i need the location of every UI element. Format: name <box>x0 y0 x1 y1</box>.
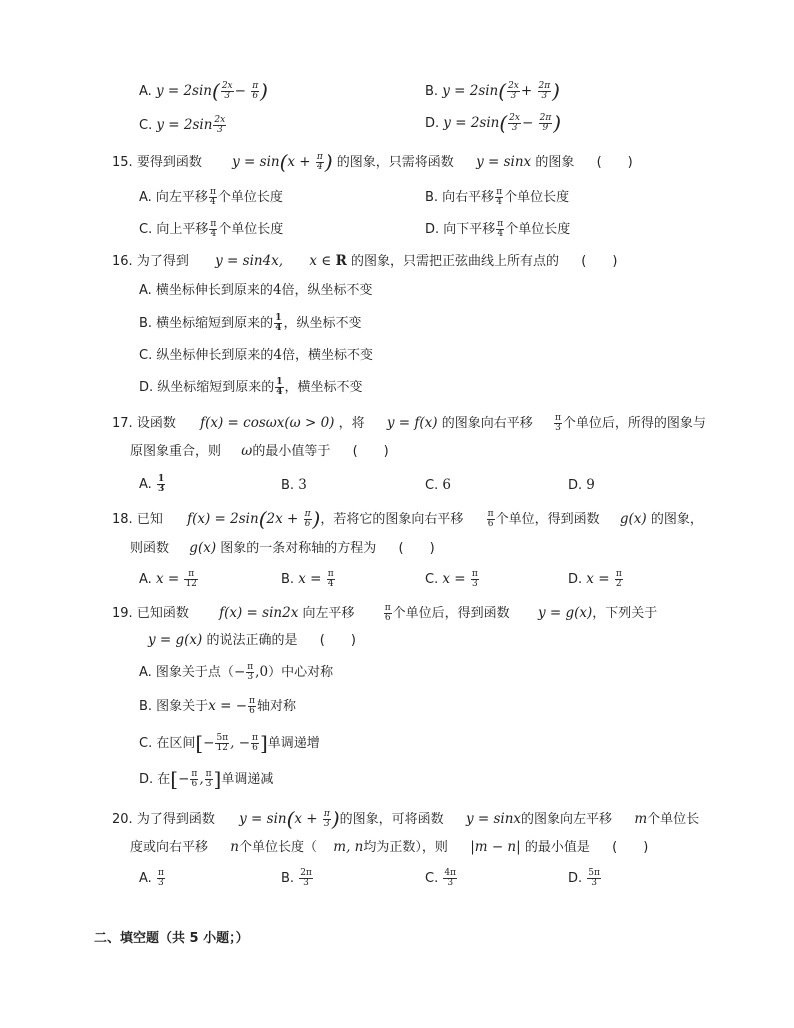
option-value: 3 <box>298 477 307 493</box>
option-text: ，纵坐标不变 <box>283 316 362 331</box>
stem-text: 度或向右平移 <box>130 840 209 855</box>
option-label: C. <box>425 871 439 886</box>
option-text: 个单位长度 <box>505 222 571 237</box>
option-label: A. <box>139 871 152 886</box>
q20-target-func: y = sin(x + $\frac{\pi}{3}$ ) <box>239 807 340 831</box>
q17-func: f(x) = cosωx(ω > 0) <box>200 415 335 431</box>
q15-option-a: A. 向左平移 $\frac{\pi}{4}$ 个单位长度 <box>139 187 283 207</box>
q19-g: y = g(x) <box>537 605 593 621</box>
q20-mn: m, n <box>333 839 364 855</box>
q18-g: g(x) <box>619 511 647 527</box>
q17-stem-line1: 17. 设函数 f(x) = cosωx(ω > 0) ，将 y = f(x) 的图象向右平移 $\frac{\pi}{3}$ 个单位后，所得的图象与 <box>112 413 706 433</box>
q14-option-d <box>425 111 562 135</box>
q14-option-c <box>139 116 227 135</box>
answer-blank: ( ) <box>581 254 618 269</box>
option-label: B. <box>281 478 295 493</box>
q15-stem <box>112 150 633 174</box>
stem-text: 的最小值是 <box>524 840 590 855</box>
q19-option-b: B. 图象关于x = − $\frac{\pi}{6}$ 轴对称 <box>139 696 296 716</box>
q14-option-b <box>425 79 560 103</box>
q14-b-expr: y = 2sin( $\frac{2x}{3}$ + $\frac{2\pi}{3}$ ) <box>442 79 560 103</box>
option-label: C. <box>139 118 153 133</box>
q16-option-b: B. 横坐标缩短到原来的 $\frac{1}{4}$ ，纵坐标不变 <box>139 313 362 333</box>
option-label: A. <box>139 84 152 99</box>
stem-text: ，下列关于 <box>592 606 658 621</box>
option-text: 单调递减 <box>221 772 274 787</box>
stem-text: 的图象，只需将函数 <box>336 155 454 170</box>
option-text: C. 纵坐标伸长到原来的 <box>139 348 274 363</box>
q19-stem-line2 <box>148 631 356 650</box>
option-text: 个单位长度 <box>217 190 283 205</box>
question-number: 16. <box>112 254 133 269</box>
q16-domain: x ∈ R <box>309 253 347 269</box>
option-text: 个单位长度 <box>504 190 570 205</box>
option-text: B. 向右平移 <box>425 190 495 205</box>
question-number: 19. <box>112 606 133 621</box>
q19-func: f(x) = sin2x <box>219 605 299 621</box>
question-number: 18. <box>112 512 133 527</box>
q16-func: y = sin4x, <box>215 253 284 269</box>
q14-c-expr: y = 2sin $\frac{2x}{3}$ <box>156 115 226 135</box>
q18-option-d: D. x = $\frac{\pi}{2}$ <box>568 569 622 589</box>
q15-target-func: y = sin(x + $\frac{\pi}{4}$ ) <box>232 150 333 174</box>
answer-blank: ( ) <box>319 633 356 648</box>
q18-stem-line1: 18. 已知 f(x) = 2sin(2x + $\frac{\pi}{6}$ )，若将它的图象向右平移 $\frac{\pi}{6}$ 个单位，得到函数 g(x) 的图象， <box>112 507 703 531</box>
option-text: 单调递增 <box>267 736 320 751</box>
stem-text: 向左平移 <box>302 606 355 621</box>
q20-stem-line2 <box>130 838 648 857</box>
stem-text: 均为正数），则 <box>363 840 448 855</box>
stem-text: 为了得到函数 <box>136 812 215 827</box>
option-text: C. 在区间 <box>139 736 196 751</box>
option-label: C. <box>425 572 439 587</box>
option-text: A. 图象关于点（ <box>139 665 234 680</box>
q20-source-func: y = sinx <box>465 811 522 827</box>
math-number: 4 <box>272 282 282 298</box>
q20-option-b: B. $\frac{2\pi}{3}$ <box>281 868 312 888</box>
option-text: B. 图象关于 <box>139 699 209 714</box>
option-text: ）中心对称 <box>268 665 334 680</box>
q19-g-ref: y = g(x) <box>148 632 203 648</box>
q14-d-expr: y = 2sin( $\frac{2x}{3}$ − $\frac{2\pi}{9}$ ) <box>443 111 562 135</box>
answer-blank: ( ) <box>398 541 435 556</box>
option-text: 倍，纵坐标不变 <box>281 283 373 298</box>
option-text: 倍，横坐标不变 <box>281 348 373 363</box>
q16-option-d: D. 纵坐标缩短到原来的 $\frac{1}{4}$ ，横坐标不变 <box>139 377 363 397</box>
stem-text: 的图象向左平移 <box>521 812 613 827</box>
stem-text: 的说法正确的是 <box>206 633 298 648</box>
option-label: D. <box>425 116 440 131</box>
option-text: D. 纵坐标缩短到原来的 <box>139 380 275 395</box>
option-text: 轴对称 <box>256 699 296 714</box>
option-text: D. 向下平移 <box>425 222 496 237</box>
stem-text: 的图象，只需把正弦曲线上所有点的 <box>350 254 559 269</box>
option-label: D. <box>568 871 583 886</box>
stem-text: 个单位，得到函数 <box>495 512 600 527</box>
option-value: 6 <box>442 477 451 493</box>
q20-option-d: D. $\frac{5\pi}{3}$ <box>568 868 600 888</box>
stem-text: 的图象，可将函数 <box>339 812 444 827</box>
q20-n: n <box>230 839 239 855</box>
q19-option-a: A. 图象关于点（− $\frac{\pi}{3}$ ,0）中心对称 <box>139 662 334 682</box>
q18-g-ref: g(x) <box>189 540 217 556</box>
option-text: D. 在 <box>139 772 171 787</box>
stem-text: 个单位后，得到函数 <box>392 606 510 621</box>
q17-stem-line2 <box>130 442 389 461</box>
stem-text: 图象的一条对称轴的方程为 <box>220 541 377 556</box>
option-label: B. <box>281 572 295 587</box>
stem-text: 个单位后，所得的图象与 <box>562 416 706 431</box>
stem-text: 个单位长 <box>647 812 700 827</box>
math-number: 4 <box>273 347 282 363</box>
option-label: C. <box>425 478 439 493</box>
q17-option-c <box>425 476 451 495</box>
stem-text: 要得到函数 <box>136 155 202 170</box>
stem-text: ，将 <box>338 416 365 431</box>
stem-text: 为了得到 <box>136 254 189 269</box>
stem-text: 个单位长度（ <box>239 840 318 855</box>
stem-text: 已知函数 <box>136 606 189 621</box>
stem-text: 的图象向右平移 <box>441 416 533 431</box>
q15-option-d: D. 向下平移 $\frac{\pi}{4}$ 个单位长度 <box>425 219 571 239</box>
option-text: 个单位长度 <box>218 222 284 237</box>
q18-stem-line2 <box>130 539 435 558</box>
stem-text: 则函数 <box>130 541 170 556</box>
option-text: B. 横坐标缩短到原来的 <box>139 316 274 331</box>
q17-option-d <box>568 476 595 495</box>
question-number: 20. <box>112 812 133 827</box>
stem-text: 的图象， <box>650 512 703 527</box>
q15-option-b: B. 向右平移 $\frac{\pi}{4}$ 个单位长度 <box>425 187 570 207</box>
stem-text: 的图象 <box>535 155 575 170</box>
q20-option-c: C. $\frac{4\pi}{3}$ <box>425 868 457 888</box>
q20-option-a: A. $\frac{\pi}{3}$ <box>139 868 164 888</box>
q16-stem <box>112 252 617 271</box>
q15-source-func: y = sinx <box>476 154 532 170</box>
q17-func-ref: y = f(x) <box>386 415 438 431</box>
q17-option-a: A. $\frac{1}{3}$ <box>139 474 165 494</box>
question-number: 15. <box>112 155 133 170</box>
section-heading: 二、填空题（共 5 小题；） <box>94 931 249 946</box>
stem-text: 原图象重合，则 <box>130 444 222 459</box>
option-label: A. <box>139 477 152 492</box>
option-text: A. 向左平移 <box>139 190 208 205</box>
stem-text: ，若将它的图象向右平移 <box>320 512 464 527</box>
option-label: B. <box>425 84 439 99</box>
stem-text: 设函数 <box>136 416 176 431</box>
option-label: B. <box>281 871 295 886</box>
option-text: C. 向上平移 <box>139 222 209 237</box>
q16-option-c <box>139 346 373 365</box>
q19-option-c: C. 在区间[− $\frac{5\pi}{12}$ , − $\frac{\pi}{6}$ ]单调递增 <box>139 731 320 755</box>
q14-option-a <box>139 79 268 103</box>
q14-a-expr: y = 2sin( $\frac{2x}{3}$ − $\frac{\pi}{6}$ ) <box>155 79 268 103</box>
q20-stem-line1 <box>112 807 700 831</box>
answer-blank: ( ) <box>596 155 633 170</box>
option-text: ，横坐标不变 <box>284 380 363 395</box>
option-value: 9 <box>586 477 595 493</box>
stem-text: 已知 <box>136 512 163 527</box>
q19-stem-line1: 19. 已知函数 f(x) = sin2x 向左平移 $\frac{\pi}{6}$ 个单位后，得到函数 y = g(x)，下列关于 <box>112 603 658 623</box>
q17-option-b <box>281 476 307 495</box>
q15-option-c: C. 向上平移 $\frac{\pi}{4}$ 个单位长度 <box>139 219 284 239</box>
q18-option-a: A. x = $\frac{\pi}{12}$ <box>139 569 197 589</box>
answer-blank: ( ) <box>352 444 389 459</box>
option-label: D. <box>568 572 583 587</box>
option-label: A. <box>139 572 152 587</box>
q16-option-a <box>139 281 373 300</box>
q20-m: m <box>634 811 648 827</box>
question-number: 17. <box>112 416 133 431</box>
stem-text: 的最小值等于 <box>252 444 331 459</box>
option-text: A. 横坐标伸长到原来的 <box>139 283 273 298</box>
q20-abs: |m − n| <box>470 839 521 855</box>
answer-blank: ( ) <box>612 840 649 855</box>
q17-omega: ω <box>241 443 253 459</box>
q19-option-d: D. 在[− $\frac{\pi}{6}$ , $\frac{\pi}{3}$ ]单调递减 <box>139 767 274 791</box>
q18-func: f(x) = 2sin(2x + $\frac{\pi}{6}$ ) <box>187 507 321 531</box>
q18-option-b: B. x = $\frac{\pi}{4}$ <box>281 569 334 589</box>
option-label: D. <box>568 478 583 493</box>
q18-option-c: C. x = $\frac{\pi}{3}$ <box>425 569 478 589</box>
